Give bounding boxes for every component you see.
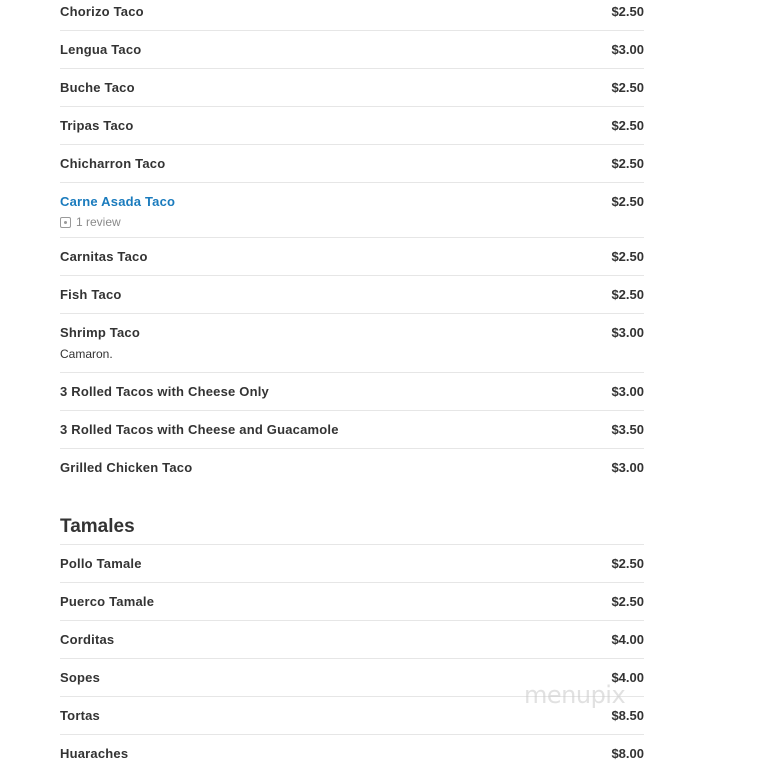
menu-item bbox=[60, 107, 644, 145]
menu-item bbox=[60, 0, 644, 31]
item-name: Shrimp Taco bbox=[60, 325, 140, 340]
item-name: 3 Rolled Tacos with Cheese Only bbox=[60, 384, 269, 399]
menu-item bbox=[60, 697, 644, 735]
menu-item bbox=[60, 411, 644, 449]
item-price: $3.00 bbox=[611, 42, 644, 57]
item-price: $2.50 bbox=[611, 118, 644, 133]
item-name: Sopes bbox=[60, 670, 101, 685]
menu-list bbox=[60, 0, 644, 773]
item-price: $3.50 bbox=[611, 422, 644, 437]
menu-item bbox=[60, 621, 644, 659]
section-heading-tamales: Tamales bbox=[60, 516, 644, 545]
item-price: $2.50 bbox=[611, 287, 644, 302]
menu-item bbox=[60, 145, 644, 183]
menu-item bbox=[60, 314, 644, 373]
menu-item bbox=[60, 545, 644, 583]
item-name: Puerco Tamale bbox=[60, 594, 155, 609]
item-price: $8.50 bbox=[611, 708, 644, 723]
menupix-watermark: menupix bbox=[524, 681, 626, 709]
review-count: 1 review bbox=[76, 215, 121, 229]
item-price: $8.00 bbox=[611, 746, 644, 761]
menu-item bbox=[60, 659, 644, 697]
item-description: Camaron. bbox=[60, 347, 113, 361]
menu-item bbox=[60, 31, 644, 69]
menu-item bbox=[60, 583, 644, 621]
item-name: Carnitas Taco bbox=[60, 249, 148, 264]
item-link-carne-asada[interactable]: Carne Asada Taco bbox=[60, 194, 176, 209]
item-price: $3.00 bbox=[611, 460, 644, 475]
menu-item bbox=[60, 183, 644, 238]
menu-item bbox=[60, 276, 644, 314]
menu-item bbox=[60, 735, 644, 773]
menu-item bbox=[60, 238, 644, 276]
item-name: Huaraches bbox=[60, 746, 129, 761]
menu-item bbox=[60, 449, 644, 487]
item-name: Pollo Tamale bbox=[60, 556, 142, 571]
item-name: 3 Rolled Tacos with Cheese and Guacamole bbox=[60, 422, 339, 437]
item-price: $2.50 bbox=[611, 249, 644, 264]
item-price: $3.00 bbox=[611, 384, 644, 399]
item-name: Lengua Taco bbox=[60, 42, 142, 57]
item-price: $2.50 bbox=[611, 556, 644, 571]
item-name: Corditas bbox=[60, 632, 115, 647]
item-name: Chorizo Taco bbox=[60, 4, 144, 19]
item-name: Fish Taco bbox=[60, 287, 122, 302]
item-price: $4.00 bbox=[611, 632, 644, 647]
review-link[interactable] bbox=[60, 215, 644, 229]
item-price: $2.50 bbox=[611, 194, 644, 209]
item-price: $2.50 bbox=[611, 80, 644, 95]
menu-item bbox=[60, 69, 644, 107]
item-name: Grilled Chicken Taco bbox=[60, 460, 193, 475]
item-name: Chicharron Taco bbox=[60, 156, 166, 171]
item-price: $2.50 bbox=[611, 156, 644, 171]
review-icon bbox=[60, 217, 71, 228]
item-price: $2.50 bbox=[611, 4, 644, 19]
item-name: Buche Taco bbox=[60, 80, 135, 95]
item-price: $4.00 bbox=[611, 670, 644, 685]
item-name: Tripas Taco bbox=[60, 118, 134, 133]
menu-item bbox=[60, 373, 644, 411]
item-price: $3.00 bbox=[611, 325, 644, 340]
item-name: Tortas bbox=[60, 708, 100, 723]
item-price: $2.50 bbox=[611, 594, 644, 609]
